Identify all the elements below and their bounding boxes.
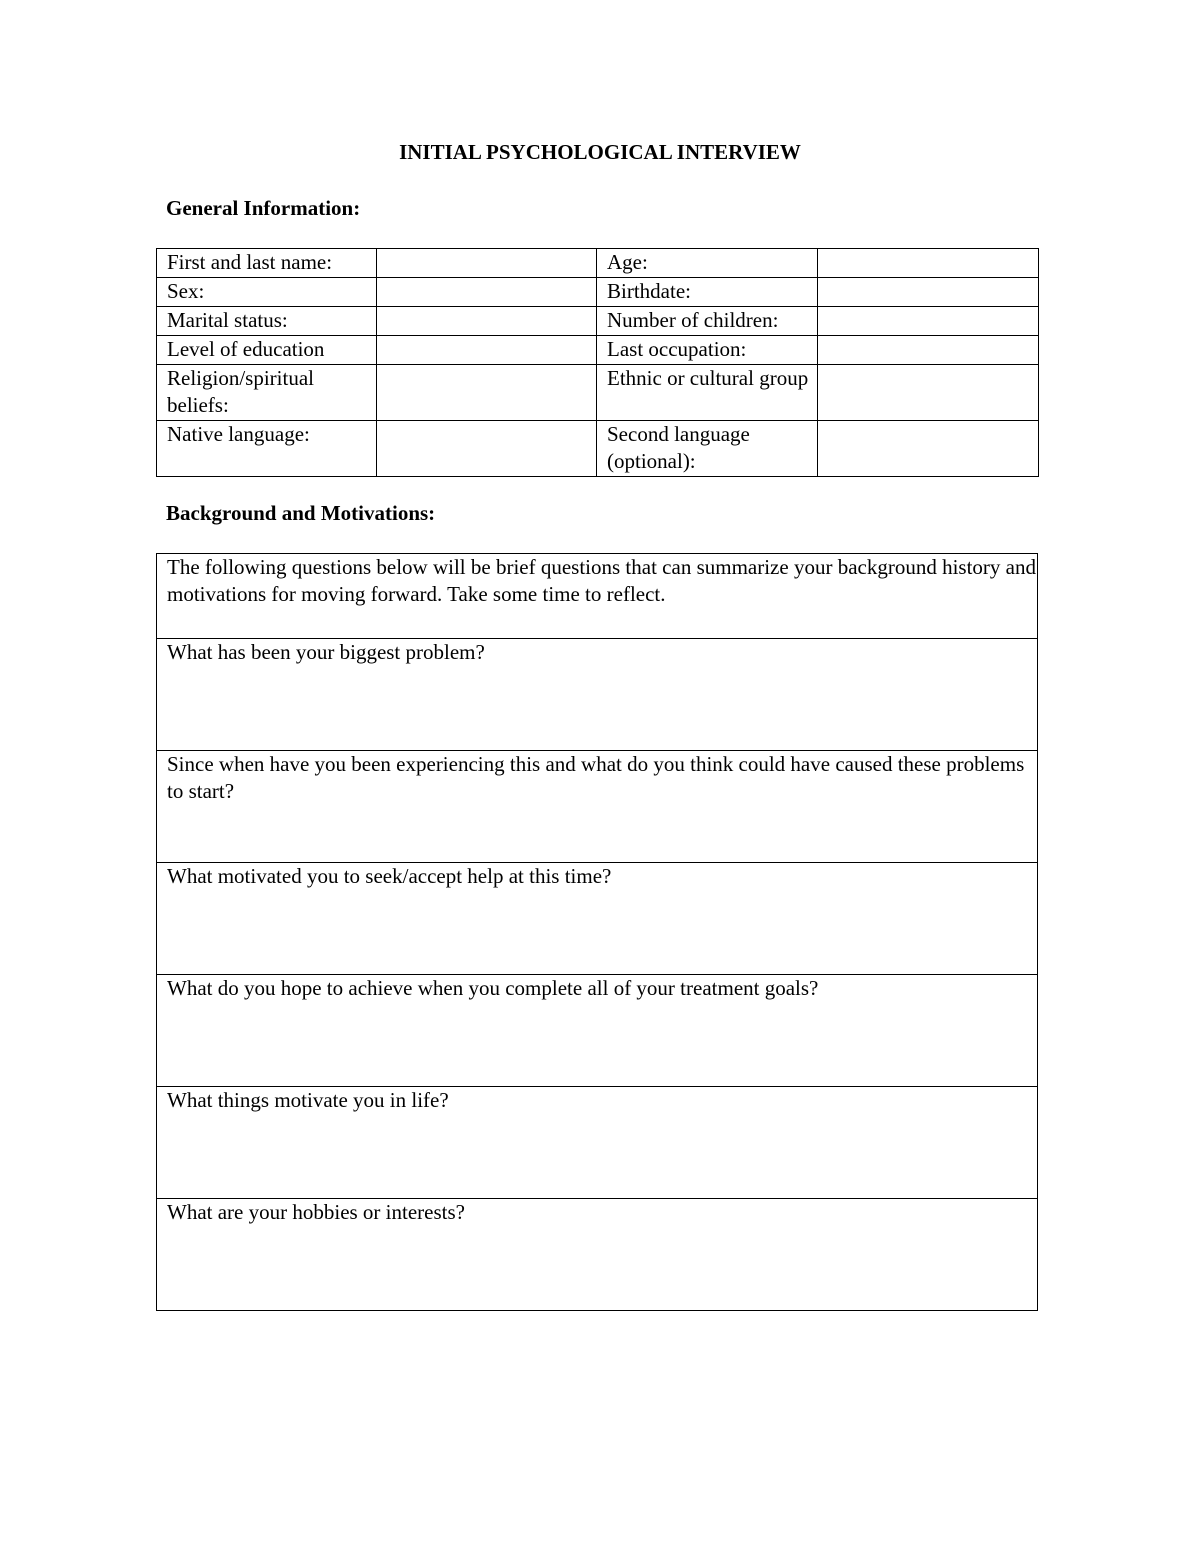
table-row xyxy=(157,365,1039,421)
field-label: Age: xyxy=(597,249,818,278)
general-information-heading: General Information: xyxy=(166,196,361,220)
field-label: Marital status: xyxy=(157,307,377,336)
field-label: First and last name: xyxy=(157,249,377,278)
table-row xyxy=(157,278,1039,307)
table-row xyxy=(157,336,1039,365)
table-row xyxy=(157,863,1038,975)
field-label: Birthdate: xyxy=(597,278,818,307)
table-row xyxy=(157,1199,1038,1311)
table-row xyxy=(157,249,1039,278)
number-of-children-field[interactable] xyxy=(818,307,1039,336)
intro-text: The following questions below will be brief questions that can summarize your background history and motivations for moving forward. Take some time to reflect. xyxy=(157,554,1038,639)
background-motivations-heading: Background and Motivations: xyxy=(166,501,436,525)
last-occupation-field[interactable] xyxy=(818,336,1039,365)
religion-field[interactable] xyxy=(377,365,597,421)
table-row xyxy=(157,975,1038,1087)
marital-status-field[interactable] xyxy=(377,307,597,336)
question-answer-box[interactable]: What are your hobbies or interests? xyxy=(157,1199,1038,1311)
field-label: Number of children: xyxy=(597,307,818,336)
sex-field[interactable] xyxy=(377,278,597,307)
question-answer-box[interactable]: Since when have you been experiencing this and what do you think could have caused these problems to start? xyxy=(157,751,1038,863)
birthdate-field[interactable] xyxy=(818,278,1039,307)
field-label: Level of education xyxy=(157,336,377,365)
question-answer-box[interactable]: What do you hope to achieve when you complete all of your treatment goals? xyxy=(157,975,1038,1087)
table-row xyxy=(157,1087,1038,1199)
field-label: Sex: xyxy=(157,278,377,307)
name-field[interactable] xyxy=(377,249,597,278)
question-answer-box[interactable]: What has been your biggest problem? xyxy=(157,639,1038,751)
field-label: Native language: xyxy=(157,421,377,477)
field-label: Ethnic or cultural group xyxy=(597,365,818,421)
second-language-field[interactable] xyxy=(818,421,1039,477)
background-motivations-table xyxy=(156,553,1038,1311)
table-row xyxy=(157,751,1038,863)
age-field[interactable] xyxy=(818,249,1039,278)
table-row xyxy=(157,639,1038,751)
question-answer-box[interactable]: What motivated you to seek/accept help at this time? xyxy=(157,863,1038,975)
general-information-table xyxy=(156,248,1039,477)
ethnic-group-field[interactable] xyxy=(818,365,1039,421)
table-row xyxy=(157,307,1039,336)
field-label: Religion/spiritual beliefs: xyxy=(157,365,377,421)
native-language-field[interactable] xyxy=(377,421,597,477)
field-label: Second language (optional): xyxy=(597,421,818,477)
table-row xyxy=(157,554,1038,639)
table-row xyxy=(157,421,1039,477)
education-level-field[interactable] xyxy=(377,336,597,365)
question-answer-box[interactable]: What things motivate you in life? xyxy=(157,1087,1038,1199)
field-label: Last occupation: xyxy=(597,336,818,365)
page-title: INITIAL PSYCHOLOGICAL INTERVIEW xyxy=(399,140,801,164)
